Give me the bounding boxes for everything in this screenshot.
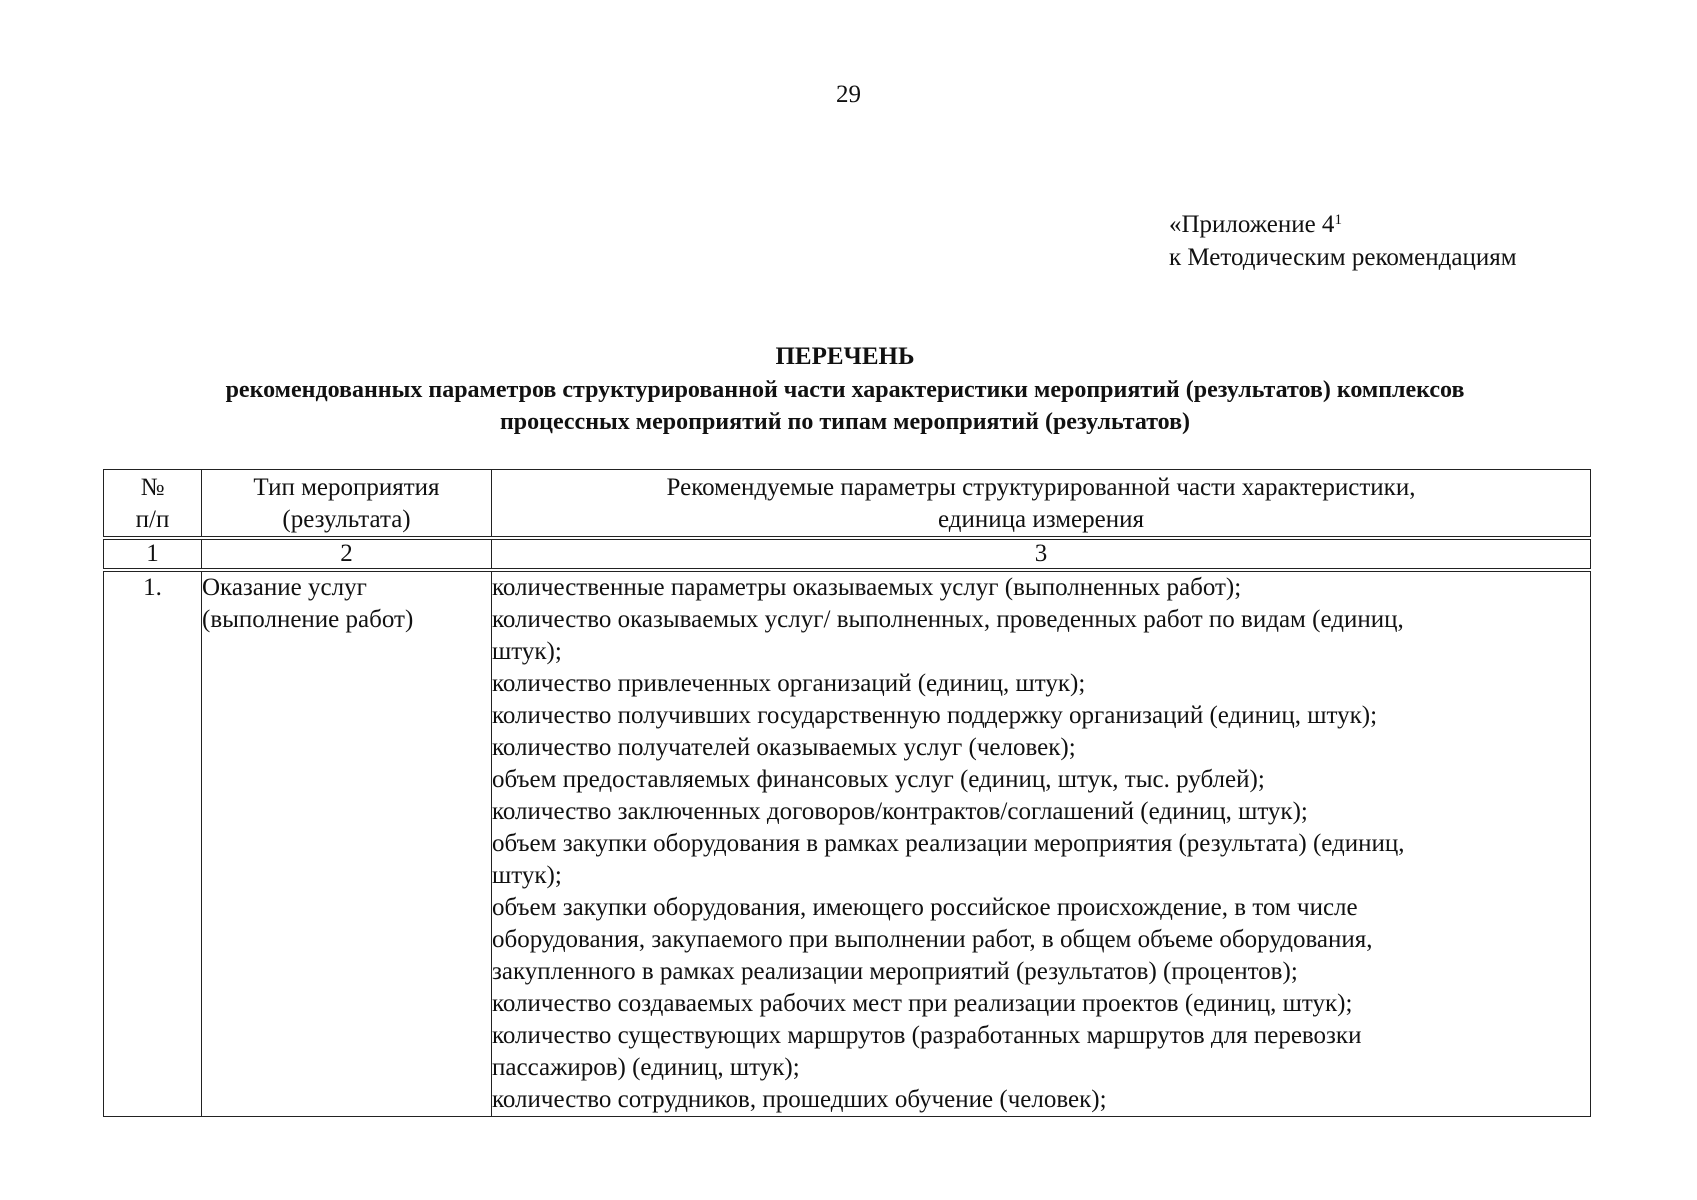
- row-params: [492, 570, 1591, 1117]
- param-line: штук);: [492, 638, 562, 665]
- param-line: количество заключенных договоров/контрактов/соглашений (единиц, штук);: [492, 798, 1308, 825]
- param-line: закупленного в рамках реализации мероприятий (результатов) (процентов);: [492, 958, 1298, 985]
- header-number: [104, 470, 202, 539]
- header-type: [202, 470, 492, 539]
- param-line: пассажиров) (единиц, штук);: [492, 1054, 800, 1081]
- param-line: количество получивших государственную поддержку организаций (единиц, штук);: [492, 702, 1378, 729]
- column-number-3: 3: [492, 538, 1591, 570]
- column-numbers-row: [104, 538, 1591, 570]
- appendix-superscript: 1: [1334, 212, 1342, 228]
- header-params-line-1: Рекомендуемые параметры структурированной части характеристики,: [666, 474, 1416, 501]
- appendix-title: «Приложение 4: [1169, 211, 1335, 238]
- appendix-reference: [1169, 208, 1517, 274]
- param-line: объем закупки оборудования, имеющего российское происхождение, в том числе: [492, 894, 1358, 921]
- row-type-line-1: Оказание услуг: [202, 574, 367, 601]
- header-params-line-2: единица измерения: [937, 506, 1145, 533]
- header-number-line-1: №: [140, 474, 165, 501]
- param-line: количество существующих маршрутов (разработанных маршрутов для перевозки: [492, 1022, 1362, 1049]
- table-row: [104, 570, 1591, 1117]
- param-line: количество сотрудников, прошедших обучение (человек);: [492, 1086, 1107, 1113]
- parameters-table: [103, 469, 1591, 1117]
- param-line: оборудования, закупаемого при выполнении работ, в общем объеме оборудования,: [492, 926, 1373, 953]
- row-type: [202, 570, 492, 1117]
- param-line: количество получателей оказываемых услуг (человек);: [492, 734, 1076, 761]
- header-type-line-1: Тип мероприятия: [253, 474, 440, 501]
- param-line: количественные параметры оказываемых услуг (выполненных работ);: [492, 574, 1242, 601]
- appendix-line-1: [1169, 208, 1517, 241]
- param-line: количество привлеченных организаций (единиц, штук);: [492, 670, 1086, 697]
- document-title: [90, 340, 1600, 438]
- param-line: количество оказываемых услуг/ выполненных, проведенных работ по видам (единиц,: [492, 606, 1404, 633]
- param-line: штук);: [492, 862, 562, 889]
- param-line: количество создаваемых рабочих мест при реализации проектов (единиц, штук);: [492, 990, 1353, 1017]
- row-type-line-2: (выполнение работ): [202, 606, 414, 633]
- table-header-row: [104, 470, 1591, 539]
- appendix-line-2: к Методическим рекомендациям: [1169, 244, 1517, 271]
- title-line-1: рекомендованных параметров структурированной части характеристики мероприятий (результатов) комплексов: [225, 377, 1465, 403]
- param-line: объем закупки оборудования в рамках реализации мероприятия (результата) (единиц,: [492, 830, 1405, 857]
- page-number: 29: [836, 81, 861, 108]
- column-number-2: 2: [202, 538, 492, 570]
- header-type-line-2: (результата): [282, 506, 411, 533]
- header-number-line-2: п/п: [135, 506, 170, 533]
- title-heading: ПЕРЕЧЕНЬ: [775, 343, 915, 370]
- column-number-1: 1: [104, 538, 202, 570]
- row-number: 1.: [104, 570, 202, 1117]
- title-line-2: процессных мероприятий по типам мероприятий (результатов): [499, 409, 1191, 435]
- header-params: [492, 470, 1591, 539]
- param-line: объем предоставляемых финансовых услуг (единиц, штук, тыс. рублей);: [492, 766, 1265, 793]
